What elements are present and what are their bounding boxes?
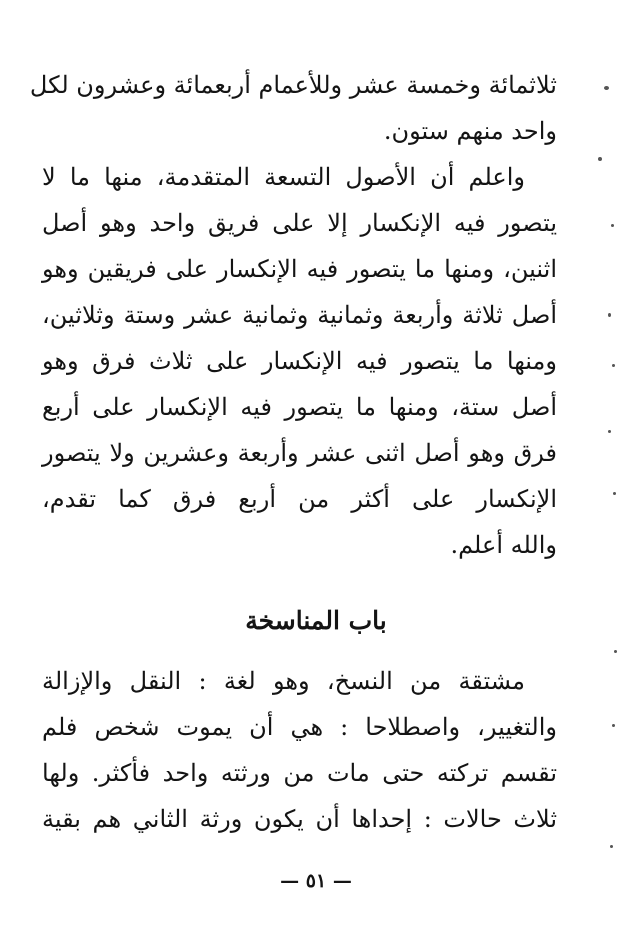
scan-speck <box>611 224 614 227</box>
text-line: الإنكسار على أكثر من أربع فرق كما تقدم، <box>42 485 557 513</box>
body-text-top <box>29 62 557 568</box>
scan-speck <box>598 157 602 161</box>
scan-speck <box>604 86 609 90</box>
section-heading: باب المناسخة <box>245 606 387 635</box>
scan-speck <box>612 724 615 727</box>
text-line: ثلاث حالات : إحداها أن يكون ورثة الثاني هم بقية <box>42 805 557 833</box>
text-line: فرق وهو أصل اثنى عشر وأربعة وعشرين ولا يتصور <box>42 439 557 467</box>
scan-speck <box>610 845 613 848</box>
text-line: والتغيير، واصطلاحا : هي أن يموت شخص فلم <box>42 713 557 741</box>
scan-speck <box>614 650 617 653</box>
scan-speck <box>608 430 611 433</box>
text-line: أصل ثلاثة وأربعة وثمانية وثمانية عشر وستة وثلاثين، <box>42 301 557 329</box>
scan-speck <box>608 313 611 317</box>
text-line: ومنها ما يتصور فيه الإنكسار على ثلاث فرق وهو <box>42 347 557 375</box>
text-line: مشتقة من النسخ، وهو لغة : النقل والإزالة <box>42 667 525 695</box>
text-line: أصل ستة، ومنها ما يتصور فيه الإنكسار على أربع <box>42 393 557 421</box>
scan-speck <box>613 492 616 495</box>
text-line: اثنين، ومنها ما يتصور فيه الإنكسار على فريقين وهو <box>42 255 557 283</box>
scan-speck <box>612 364 615 367</box>
body-text-bottom <box>42 658 557 842</box>
text-line: يتصور فيه الإنكسار إلا على فريق واحد وهو أصل <box>42 209 557 237</box>
text-line: واعلم أن الأصول التسعة المتقدمة، منها ما لا <box>42 163 525 191</box>
text-line: ثلاثمائة وخمسة عشر وللأعمام أربعمائة وعشرون لكل <box>29 71 557 99</box>
text-line: تقسم تركته حتى مات من ورثته واحد فأكثر. ولها <box>42 759 557 787</box>
page-number: — ٥١ — <box>280 870 352 892</box>
text-line: واحد منهم ستون. <box>383 117 557 145</box>
text-line: والله أعلم. <box>450 531 557 559</box>
